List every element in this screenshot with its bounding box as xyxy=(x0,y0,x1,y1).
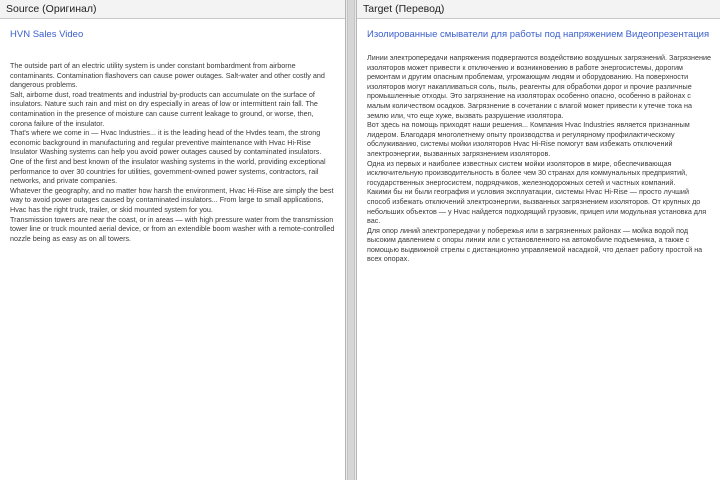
source-paragraph: That's where we come in — Hvac Industries... it is the leading head of the Hvdes team, the strong economic background in manufacturing and regular preventive maintenance with Hvac Hi-Rise Insulator Washing systems can help you avoid power outages caused by contaminated insulators. xyxy=(10,128,322,157)
source-paragraph: One of the first and best known of the insulator washing systems in the world, providing exceptional performance to over 30 countries for utilities, government-owned power systems, contractors, rail networks, and private companies. xyxy=(10,156,326,186)
source-paragraph: Transmission towers are near the coast, or in areas — with high pressure water from the transmission tower line or truck mounted aerial device, or from an extendible boom washer with a remote-controlled nozzle being as easy as on all towers. xyxy=(10,214,335,243)
source-pane-header: Source (Оригинал) xyxy=(0,0,345,19)
source-title: HVN Sales Video xyxy=(10,29,84,40)
target-pane xyxy=(356,0,720,480)
target-paragraph: Какими бы ни были география и условия эксплуатации, системы Hvac Hi-Rise — просто лучший способ избежать отключений электроэнергии, вызванных загрязнением изоляторов. От крупных до небольших объектов — у Hvac найдется подходящий грузовик, прицеп или модульная установка для вас. xyxy=(367,187,707,226)
source-pane xyxy=(0,0,346,480)
target-title: Изолированные смыватели для работы под напряжением Видеопрезентация xyxy=(367,29,710,40)
target-paragraph: Линии электропередачи напряжения подвергаются воздействию воздушных загрязнений. Загрязнение изоляторов может привести к отключению и возникновению в работе энергосистемы, дорогим ремонтам и другим опасным проблемам, угрожающим людям и оборудованию. На поверхности изоляторов могут накапливаться соль, пыль, реагенты для обработки дорог и прочие различные промышленные отходы. Это загрязнение на изоляторах особенно опасно, особенно в районах с малым количеством осадков. Загрязнение в сочетании с влагой может привести к утечке тока на землю или, что еще хуже, вызвать разрушение изолятора. xyxy=(367,53,712,120)
pane-splitter[interactable] xyxy=(347,0,355,480)
source-paragraph: Whatever the geography, and no matter how harsh the environment, Hvac Hi-Rise are simply the best way to avoid power outages caused by contaminated insulators... From large to small applications, Hvac has the right truck, trailer, or skid mounted system for you. xyxy=(10,185,334,214)
target-paragraph: Для опор линий электропередачи у побережья или в загрязненных районах — мойка водой под высоким давлением с опоры линии или с установленного на автомобиле подъемника, а также с помощью выдвижной стрелы с дистанционно управляемой насадкой, что делает работу простой на всех опорах. xyxy=(367,225,703,264)
source-content xyxy=(0,19,345,243)
target-paragraph: Вот здесь на помощь приходят наши решения... Компания Hvac Industries является признанным лидером. Благодаря многолетнему опыту производства и регулярному профилактическому обслуживанию, системы мойки изоляторов Hvac Hi-Rise помогут вам избежать отключений электроэнергии, вызванных загрязнением изоляторов. xyxy=(367,120,690,158)
target-content[interactable] xyxy=(357,19,720,264)
source-paragraph: Salt, airborne dust, road treatments and industrial by-products can accumulate on the surface of insulators. Nature such rain and mist on dry especially in areas of low or intermittent rain fall. The contamination in the presence of moisture can cause current leakage to ground, or worse, then, corona failure of the insulator. xyxy=(10,89,318,128)
target-pane-header: Target (Перевод) xyxy=(357,0,720,19)
target-paragraph: Одна из первых и наиболее известных систем мойки изоляторов в мире, обеспечивающая исключительную производительность в более чем 30 странах для коммунальных предприятий, государственных энергосистем, подрядчиков, железнодорожных сетей и частных компаний. xyxy=(367,158,688,187)
source-paragraph: The outside part of an electric utility system is under constant bombardment from airborne contaminants. Contamination flashovers can cause power outages. Salt-water and other costly and dangerous problems. xyxy=(10,61,325,90)
